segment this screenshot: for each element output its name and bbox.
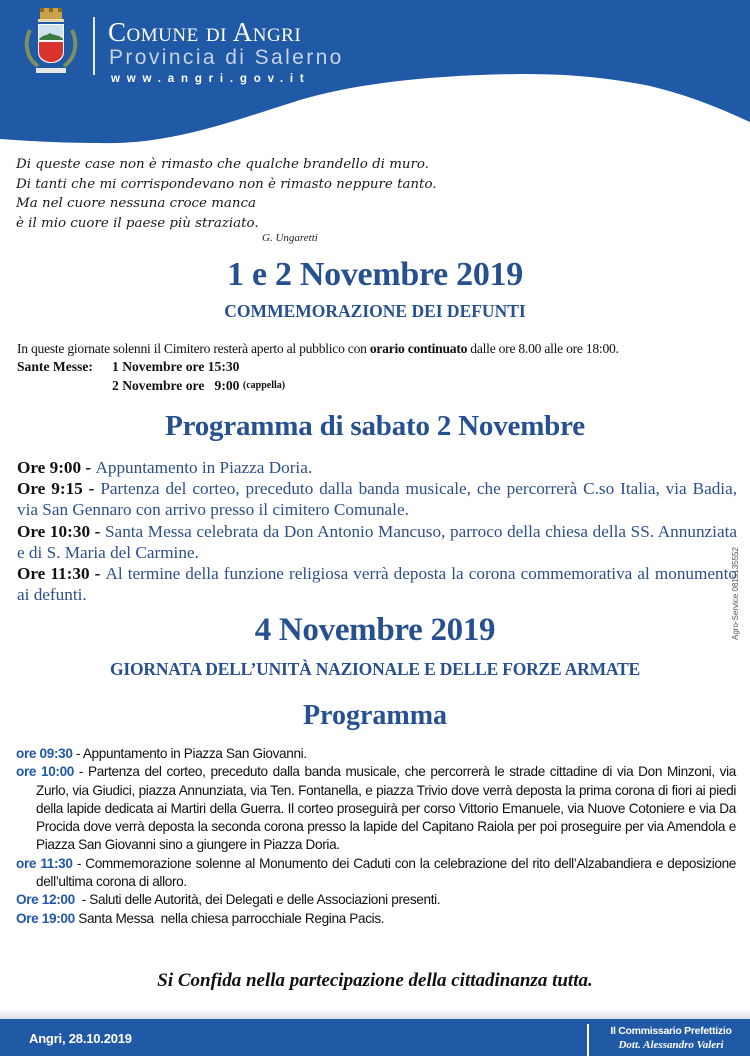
website-url[interactable]: www.angri.gov.it — [111, 73, 311, 85]
poem-line: è il mio cuore il paese più straziato. — [16, 215, 259, 231]
program-desc: Santa Messa celebrata da Don Antonio Mancuso, parroco della chiesa della SS. Annunziata e di S. Maria del Carmine. — [17, 521, 737, 562]
program-time: Ore 10:30 - — [17, 521, 105, 541]
info-bold-text: orario continuato — [369, 341, 468, 356]
program-item — [16, 763, 736, 854]
program-time: Ore 12:00 — [16, 892, 75, 908]
program-time: Ore 11:30 - — [17, 564, 106, 584]
program-item — [17, 521, 737, 563]
info-text: dalle ore 8.00 alle ore 18:00. — [467, 341, 619, 356]
poem-line: Di tanti che mi corrispondevano non è rimasto neppure tanto. — [16, 176, 437, 192]
program-desc: Al termine della funzione religiosa verrà deposta la corona commemorativa al monumento ai defunti. — [17, 564, 737, 605]
program-item — [16, 891, 736, 909]
municipality-title: Comune di Angri — [108, 17, 302, 47]
november4-program-list — [16, 745, 736, 928]
masses-label: Sante Messe: — [17, 359, 93, 374]
masses-spacer — [17, 377, 112, 396]
poem-quote — [16, 155, 437, 233]
poem-line: Di queste case non è rimasto che qualche brandello di muro. — [16, 157, 429, 172]
closing-statement: Si Confida nella partecipazione della cittadinanza tutta. — [157, 970, 593, 991]
signatory-name: Dott. Alessandro Valeri — [618, 1039, 724, 1051]
mass-time: 1 Novembre ore 15:30 — [112, 359, 240, 374]
section1-subtitle: COMMEMORAZIONE DEI DEFUNTI — [224, 301, 526, 321]
footer-divider — [587, 1024, 589, 1056]
section2-title: Programma di sabato 2 Novembre — [165, 410, 585, 442]
poem-author: G. Ungaretti — [262, 232, 318, 244]
header-banner — [0, 0, 750, 150]
section3-title: 4 Novembre 2019 — [254, 612, 496, 648]
poem-line: Ma nel cuore nessuna croce manca — [16, 196, 257, 211]
signatory-role: Il Commissario Prefettizio — [610, 1025, 732, 1037]
program-time: Ore 19:00 — [16, 910, 75, 926]
program-desc: - Appuntamento in Piazza San Giovanni. — [72, 746, 307, 761]
program-desc: Appuntamento in Piazza Doria. — [95, 458, 313, 477]
section3-program-title: Programma — [302, 700, 448, 731]
mass-note: (cappella) — [242, 379, 286, 391]
program-desc: Santa Messa nella chiesa parrocchiale Regina Pacis. — [74, 910, 385, 926]
mass-time: 2 Novembre ore 9:00 — [112, 377, 240, 393]
program-item — [17, 457, 737, 478]
program-item — [16, 745, 736, 763]
program-time: Ore 9:15 - — [17, 479, 101, 499]
program-item — [17, 563, 737, 605]
program-item — [16, 855, 736, 892]
info-text: In queste giornate solenni il Cimitero resterà aperto al pubblico con — [17, 341, 370, 356]
footer-date: Angri, 28.10.2019 — [29, 1031, 132, 1046]
masses-row — [17, 358, 285, 377]
program-item — [16, 910, 736, 928]
section3-subtitle: GIORNATA DELL’UNITÀ NAZIONALE E DELLE FORZE ARMATE — [109, 659, 640, 679]
program-time: Ore 9:00 - — [17, 458, 96, 477]
cemetery-hours-info — [17, 339, 619, 358]
masses-row — [17, 377, 285, 396]
program-item — [17, 478, 737, 520]
header-divider — [93, 17, 95, 75]
masses-schedule — [17, 358, 285, 395]
program-desc: - Partenza del corteo, preceduto dalla banda musicale, che percorrerà le strade cittadine di via Don Minzoni, via Zurlo, via Giudici, piazza Annunziata, via Ten. Fontanella, e piazza Trivio dove verrà deposta la prima corona di fiori ai piedi della lapide dedicata ai Martiri della Guerra. Il corteo proseguirà per corso Vittorio Emanuele, via Nuove Cotoniere e via Da Procida dove verrà deposta la seconda corona presso la lapide del Capitano Raiola per poi proseguire per via Amendola e Piazza San Giovanni sino a giungere in Piazza Doria. — [36, 764, 736, 853]
province-subtitle: Provincia di Salerno — [109, 46, 344, 69]
saturday-program-list — [17, 457, 737, 605]
program-desc: - Saluti delle Autorità, dei Delegati e delle Associazioni presenti. — [74, 892, 441, 908]
section1-title: 1 e 2 Novembre 2019 — [227, 256, 523, 293]
program-desc: Partenza del corteo, preceduto dalla banda musicale, che percorrerà C.so Italia, via Badia, via San Gennaro con arrivo presso il cimitero Comunale. — [17, 479, 737, 520]
program-time: ore 10:00 — [16, 764, 75, 780]
program-time: ore 09:30 — [16, 746, 73, 761]
program-time: ore 11:30 — [16, 855, 73, 871]
program-desc: - Commemorazione solenne al Monumento dei Caduti con la celebrazione del rito dell’Alzabandiera e deposizione dell’ultima corona di alloro. — [36, 855, 736, 890]
printer-credit: Agro-Service 0815135552 — [731, 547, 740, 640]
municipal-crest-icon — [20, 6, 82, 78]
